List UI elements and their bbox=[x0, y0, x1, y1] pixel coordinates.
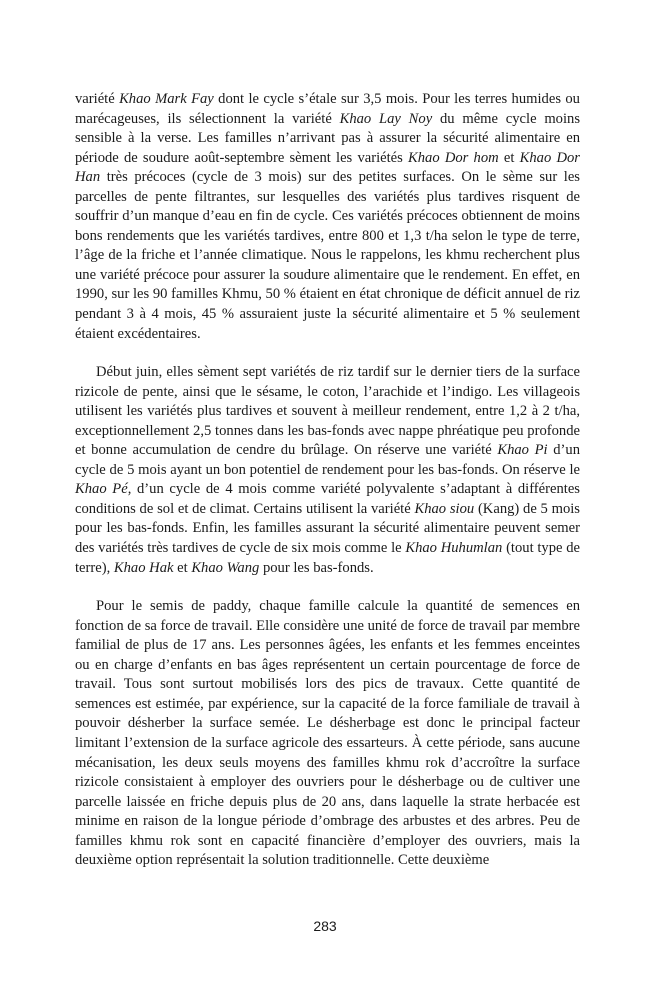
paragraph-gap bbox=[75, 344, 580, 363]
paragraph-3 bbox=[75, 597, 580, 871]
text-run: (Kang) de 5 mois pour les bas-fonds. Enfin, les familles assurant la sécurité alimentaire peuvent semer des variétés très tardives de cycle de six mois comme le bbox=[75, 500, 580, 557]
paragraph-1 bbox=[75, 90, 580, 344]
text-run: très précoces (cycle de 3 mois) sur des petites surfaces. On le sème sur les parcelles de pente filtrantes, sur lesquelles des variétés plus tardives risquent de souffrir d’un manque d’eau en fin de cycle. Ces variétés précoces obtiennent de moins bons rendements que les variétés tardives, entre 800 et 1,3 t/ha selon le type de terre, l’âge de la friche et l’année climatique. Nous le rappelons, les khmu recherchent plus une variété précoce pour assurer la soudure alimentaire que le rendement. En effet, en 1990, sur les 90 familles Khmu, 50 % étaient en état chronique de déficit annuel de riz pendant 3 à 4 mois, 45 % assuraient juste la sécurité alimentaire et 5 % seulement étaient excédentaires. bbox=[75, 169, 580, 342]
italic-variety-name: Khao Huhumlan bbox=[405, 540, 503, 557]
paragraph-2 bbox=[75, 363, 580, 578]
text-run: et bbox=[498, 149, 520, 166]
italic-variety-name: Khao Lay Noy bbox=[339, 110, 433, 127]
italic-variety-name: Khao Wang bbox=[191, 559, 260, 576]
italic-variety-name: Khao siou bbox=[414, 500, 475, 517]
italic-variety-name: Khao Pé bbox=[75, 481, 128, 498]
italic-variety-name: Khao Dor hom bbox=[408, 149, 499, 166]
text-run: et bbox=[173, 559, 192, 576]
italic-variety-name: Khao Pi bbox=[497, 442, 548, 459]
text-run: (tout type de terre), bbox=[75, 540, 580, 576]
page-number: 283 bbox=[313, 918, 337, 934]
text-run: Pour le semis de paddy, chaque famille calcule la quantité de semences en fonction de sa force de travail. Elle considère une unité de force de travail par membre familial de plus de 17 ans. Les personnes âgées, les enfants et les femmes enceintes ou en charge d’enfants en bas âges représentent un certain pourcentage de force de travail. Tous sont surtout mobilisés lors des pics de travaux. Cette quantité de semences est estimée, par expérience, sur la capacité de la force familiale de travail à pouvoir désherber la surface semée. Le désherbage est donc le principal facteur limitant l’extension de la surface agricole des essarteurs. À cette période, sans aucune mécanisation, les deux seuls moyens des familles khmu rok d’accroître la surface rizicole consistaient à employer des ouvriers pour le désherbage ou de cultiver une parcelle laissée en friche depuis plus de 20 ans, dans laquelle la strate herbacée est minime en raison de la longue période d’ombrage des arbustes et des arbres. Peu de familles khmu rok sont en capacité financière d’employer des ouvriers, mais la deuxième option représentait la solution traditionnelle. Cette deuxième bbox=[75, 598, 580, 869]
paragraph-gap bbox=[75, 578, 580, 597]
italic-variety-name: Khao Hak bbox=[113, 559, 174, 576]
text-run: d’un cycle de 5 mois ayant un bon potentiel de rendement pour les bas-fonds. On réserve le bbox=[75, 442, 580, 478]
text-run: variété bbox=[75, 91, 120, 107]
text-run: du même cycle moins sensible à la verse. Les familles n’arrivant pas à assurer la sécurité alimentaire en période de soudure août-septembre sèment les variétés bbox=[75, 110, 581, 166]
text-run: Début juin, elles sèment sept variétés de riz tardif sur le dernier tiers de la surface rizicole de pente, ainsi que le sésame, le coton, l’arachide et l’indigo. Les villageois utilisent les variétés plus tardives et souvent à meilleur rendement, entre 1,2 à 2 t/ha, exceptionnellement 2,5 tonnes dans les bas-fonds avec nappe phréatique peu profonde et bonne accumulation de cendre du brûlage. On réserve une variété bbox=[75, 364, 580, 459]
text-run: , d’un cycle de 4 mois comme variété polyvalente s’adaptant à différentes conditions de sol et de climat. Certains utilisent la variété bbox=[75, 481, 580, 517]
italic-variety-name: Khao Dor Han bbox=[75, 149, 580, 186]
italic-variety-name: Khao Mark Fay bbox=[119, 91, 214, 107]
text-run: pour les bas-fonds. bbox=[259, 559, 374, 576]
text-run: dont le cycle s’étale sur 3,5 mois. Pour les terres humides ou marécageuses, ils sélectionnent la variété bbox=[75, 91, 580, 127]
page-body bbox=[75, 90, 580, 871]
